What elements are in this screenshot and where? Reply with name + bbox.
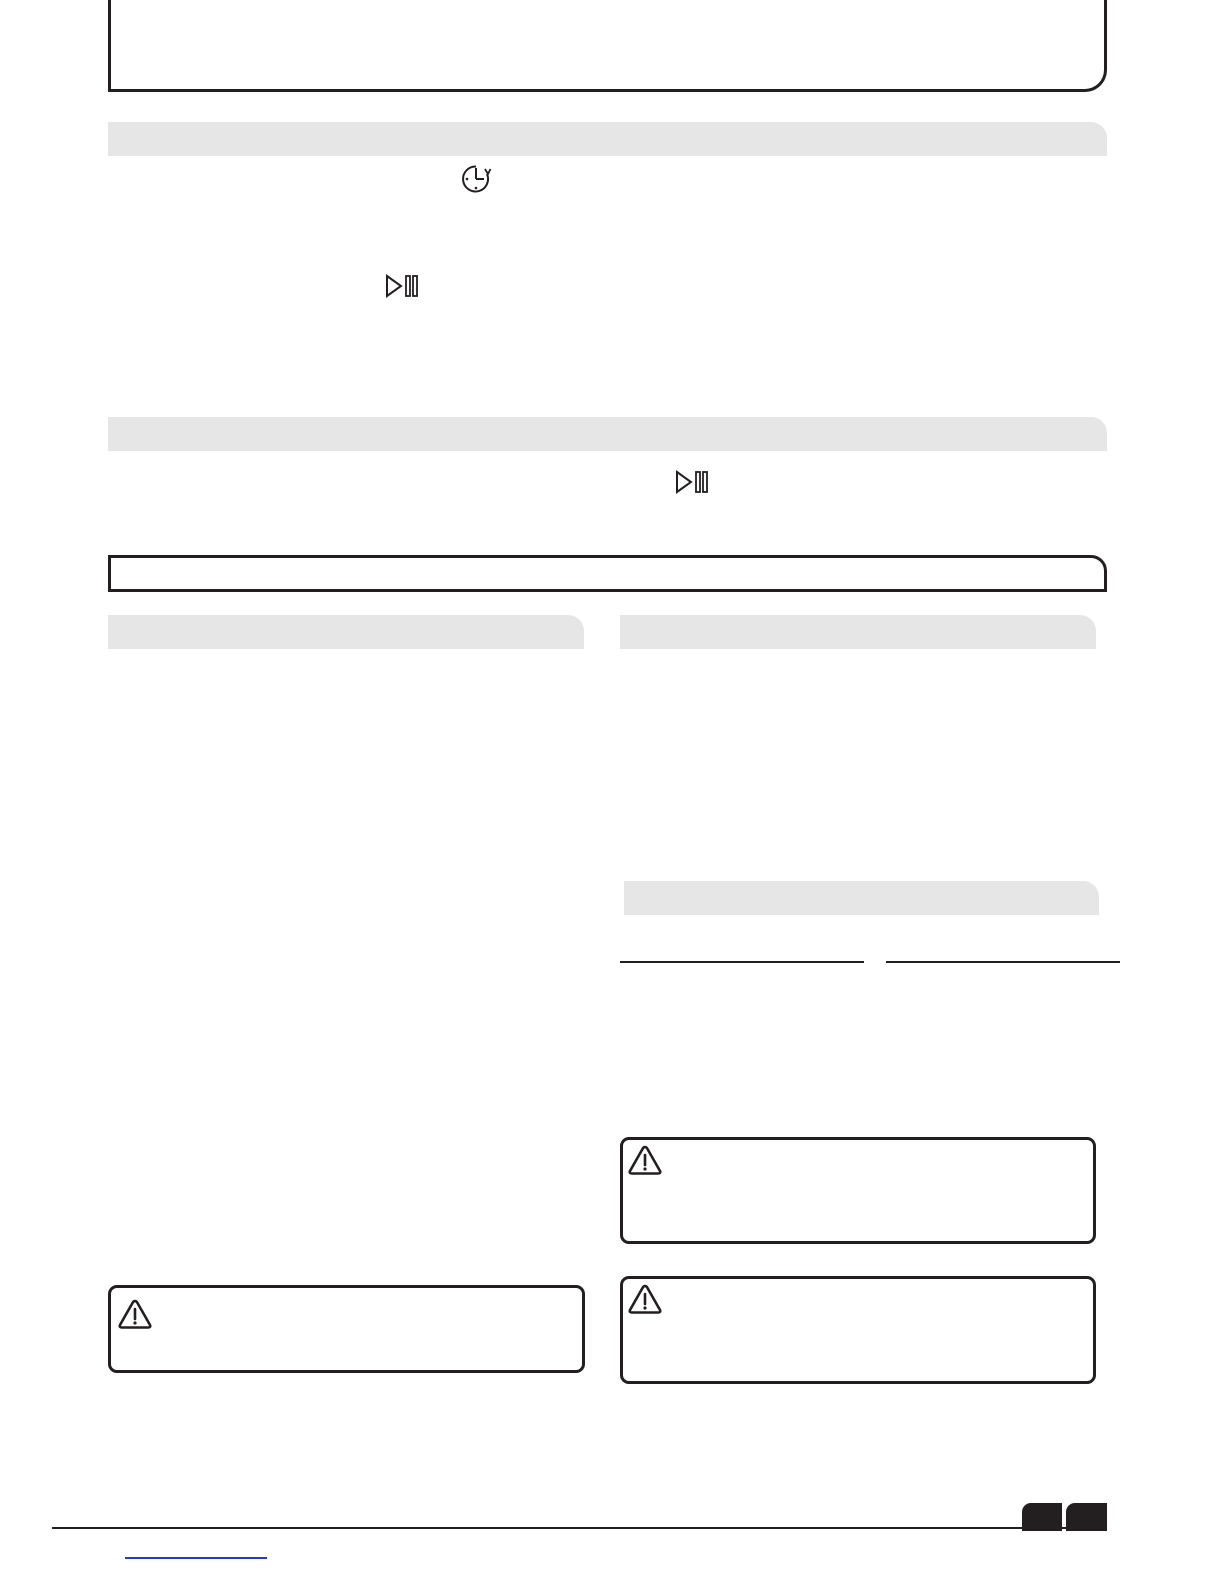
start-pause-icon <box>385 274 421 298</box>
chapter-title-frame <box>108 555 1107 592</box>
warning-box <box>108 1285 585 1373</box>
right-column-header-bar <box>620 615 1096 649</box>
footer-link[interactable] <box>125 1557 267 1559</box>
right-subsection-header-bar <box>624 881 1099 915</box>
start-pause-icon <box>675 470 711 494</box>
page-title-frame <box>108 0 1107 92</box>
section-header-bar <box>108 122 1107 156</box>
warning-triangle-icon <box>627 1144 663 1176</box>
table-header-rule <box>620 961 864 963</box>
warning-box <box>620 1137 1096 1244</box>
table-header-rule <box>886 961 1120 963</box>
footer-rule <box>52 1527 1107 1529</box>
warning-triangle-icon <box>117 1298 153 1330</box>
warning-triangle-icon <box>627 1283 663 1315</box>
left-column-header-bar <box>108 615 584 649</box>
timer-clock-icon <box>460 164 492 194</box>
section-header-bar <box>108 417 1107 451</box>
warning-box <box>620 1276 1096 1384</box>
